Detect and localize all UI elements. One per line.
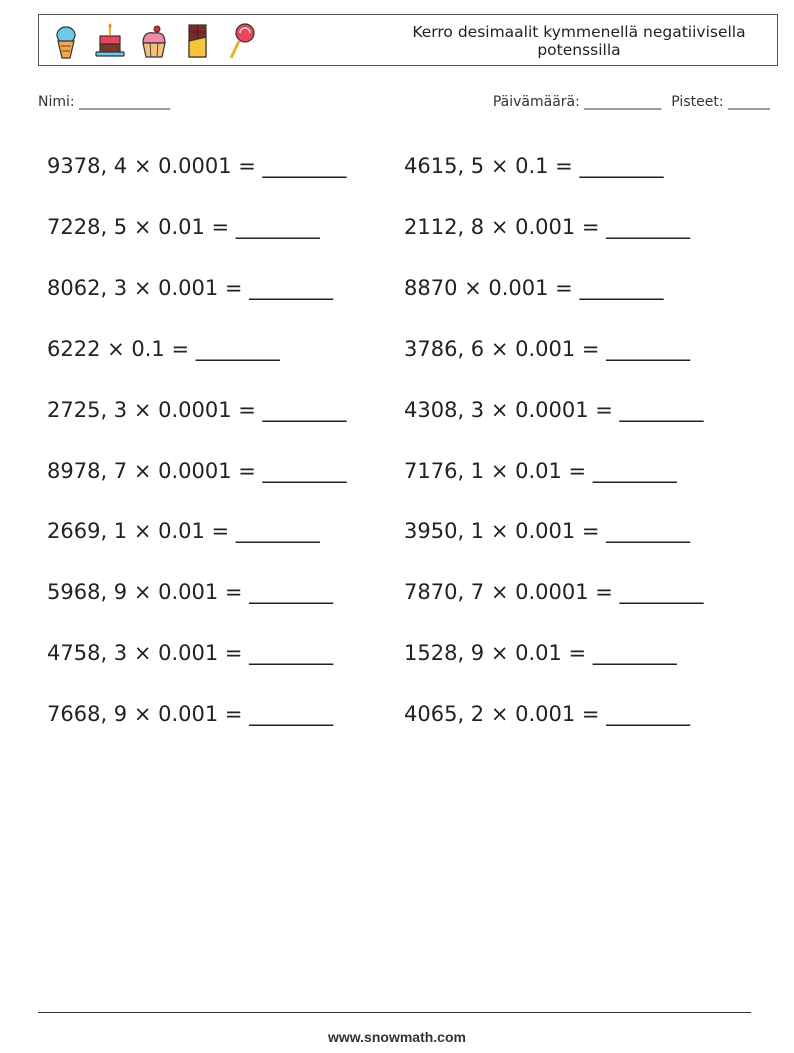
problem-right-8: 7870, 7 × 0.0001 = ________ <box>404 580 704 604</box>
score-field <box>671 94 770 110</box>
problem-right-9: 1528, 9 × 0.01 = ________ <box>404 641 677 665</box>
problem-right-4: 3786, 6 × 0.001 = ________ <box>404 337 691 361</box>
problem-left-1: 9378, 4 × 0.0001 = ________ <box>47 154 347 178</box>
problem-right-6: 7176, 1 × 0.01 = ________ <box>404 459 677 483</box>
name-field <box>38 94 170 110</box>
date-blank: ___________ <box>584 94 662 110</box>
problem-right-2: 2112, 8 × 0.001 = ________ <box>404 215 691 239</box>
footer-url[interactable]: www.snowmath.com <box>328 1029 466 1045</box>
problem-right-5: 4308, 3 × 0.0001 = ________ <box>404 398 704 422</box>
lollipop-icon <box>225 21 259 61</box>
problem-left-10: 7668, 9 × 0.001 = ________ <box>47 702 334 726</box>
name-blank: _____________ <box>79 94 171 110</box>
problem-right-7: 3950, 1 × 0.001 = ________ <box>404 519 691 543</box>
score-label: Pisteet: <box>671 94 724 110</box>
worksheet-header <box>38 14 778 66</box>
problem-left-5: 2725, 3 × 0.0001 = ________ <box>47 398 347 422</box>
icon-strip <box>49 21 259 61</box>
chocolate-bar-icon <box>181 21 215 61</box>
problem-right-1: 4615, 5 × 0.1 = ________ <box>404 154 664 178</box>
ice-cream-icon <box>49 21 83 61</box>
problem-left-2: 7228, 5 × 0.01 = ________ <box>47 215 320 239</box>
date-label: Päivämäärä: <box>492 94 580 110</box>
problem-left-8: 5968, 9 × 0.001 = ________ <box>47 580 334 604</box>
problem-left-6: 8978, 7 × 0.0001 = ________ <box>47 459 347 483</box>
problem-left-4: 6222 × 0.1 = ________ <box>47 337 280 361</box>
worksheet-title: Kerro desimaalit kymmenellä negatiivisella potenssilla <box>412 23 746 59</box>
name-label: Nimi: <box>38 94 75 110</box>
date-score-fields <box>493 94 770 110</box>
score-blank: ______ <box>728 94 770 110</box>
problem-right-3: 8870 × 0.001 = ________ <box>404 276 664 300</box>
problem-left-3: 8062, 3 × 0.001 = ________ <box>47 276 334 300</box>
footer-divider <box>38 1012 751 1013</box>
problem-left-9: 4758, 3 × 0.001 = ________ <box>47 641 334 665</box>
problem-left-7: 2669, 1 × 0.01 = ________ <box>47 519 320 543</box>
birthday-cake-icon <box>93 21 127 61</box>
date-field <box>493 94 661 110</box>
problem-right-10: 4065, 2 × 0.001 = ________ <box>404 702 691 726</box>
cupcake-icon <box>137 21 171 61</box>
